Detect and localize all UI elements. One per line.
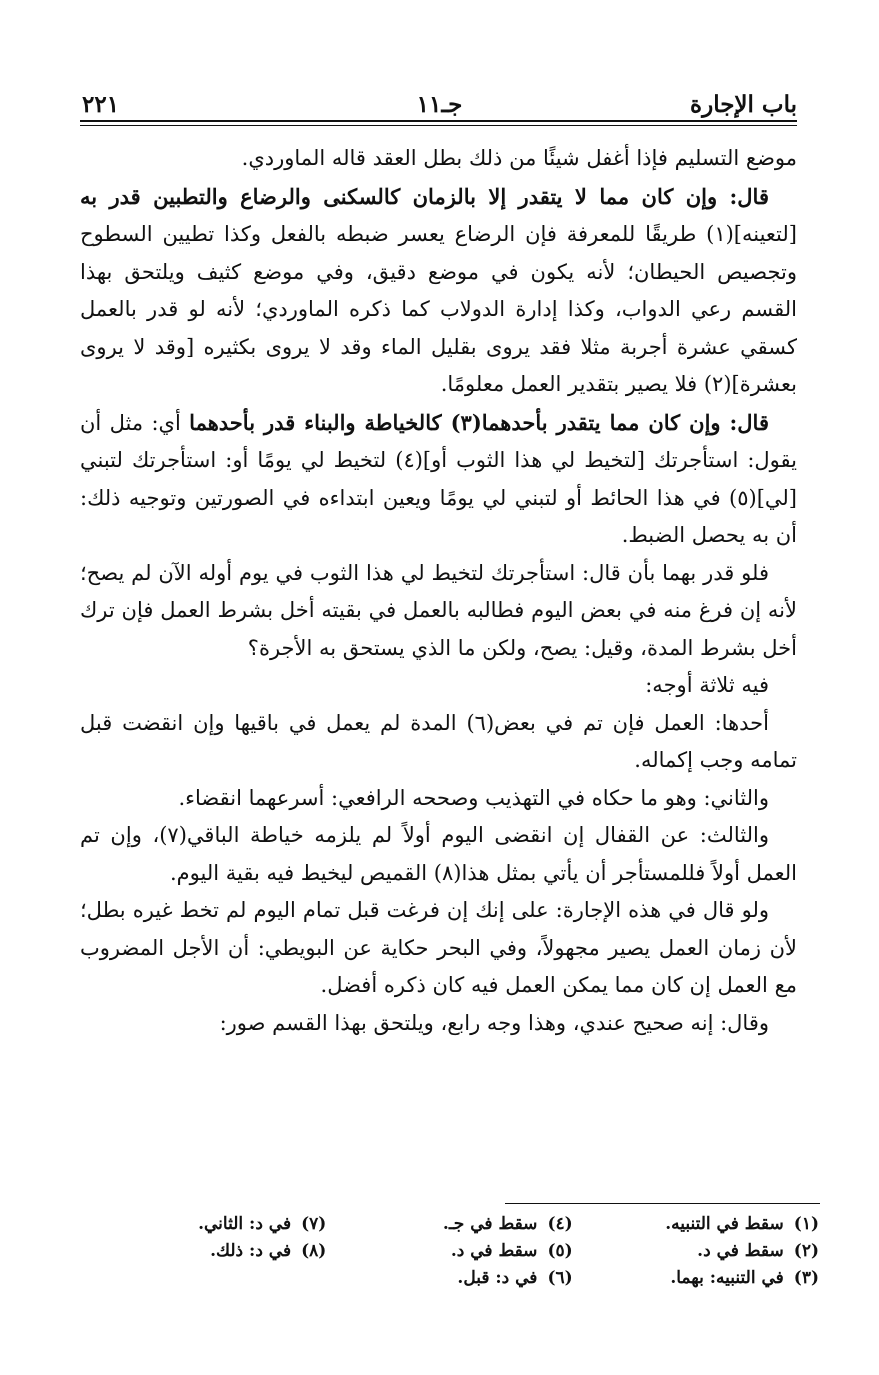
footnote-separator <box>505 1203 820 1204</box>
paragraph: قال: وإن كان مما لا يتقدر إلا بالزمان كالسكنى والرضاع والتطبين قدر به [لتعينه](١) طريقًا للمعرفة فإن الرضاع يعسر ضبطه بالفعل وكذا تطيين السطوح وتجصيص الحيطان؛ لأنه يكون في موضع دقيق، وفي موضع كثيف ويلتحق بهذا القسم رعي الدواب، وكذا إدارة الدولاب كما ذكره الماوردي؛ لأنه لو قدر بالعمل كسقي عشرة أجربة مثلا فقد يروى بقليل الماء وقد لا يروى بكثيره [وقد لا يروى بعشرة](٢) فلا يصير بتقدير العمل معلومًا. <box>80 183 797 396</box>
paragraph: والثاني: وهو ما حكاه في التهذيب وصححه الرافعي: أسرعهما انقضاء. <box>178 785 769 810</box>
paragraph: فلو قدر بهما بأن قال: استأجرتك لتخيط لي هذا الثوب في يوم أوله الآن لم يصح؛ لأنه إن فرغ منه في بعض اليوم فطالبه بالعمل في بقيته أخل بشرط العمل فإن ترك أخل بشرط المدة، وقيل: يصح، ولكن ما الذي يستحق به الأجرة؟ <box>80 560 797 660</box>
page-number: ٢٢١ <box>82 91 120 118</box>
footnote: (٣)في التنبيه: بهما. <box>670 1268 819 1288</box>
footnote: (٦)في د: قبل. <box>457 1268 573 1288</box>
footnote: (٢)سقط في د. <box>697 1241 819 1261</box>
paragraph: أحدها: العمل فإن تم في بعض(٦) المدة لم يعمل في باقيها وإن انقضت قبل تمامه وجب إكماله. <box>80 710 797 772</box>
paragraph: والثالث: عن القفال إن انقضى اليوم أولاً لم يلزمه خياطة الباقي(٧)، وإن تم العمل أولاً فللمستأجر أن يأتي بمثل هذا(٨) القميص ليخيط فيه بقية اليوم. <box>80 823 797 885</box>
quoted-matn: قال: وإن كان مما لا يتقدر إلا بالزمان كالسكنى والرضاع والتطبين قدر به <box>80 183 769 209</box>
volume-number: جـ١١ <box>416 91 463 118</box>
header-rule-thick <box>80 120 797 122</box>
paragraph: قال: وإن كان مما يتقدر بأحدهما(٣) كالخياطة والبناء قدر بأحدهما أي: مثل أن يقول: استأجرتك [لتخيط لي هذا الثوب أو](٤) لتخيط لي يومًا أو: استأجرتك لتبني [لي](٥) في هذا الحائط أو لتبني لي يومًا ويعين ابتداءه في الصورتين وتوجيه ذلك: أن به يحصل الضبط. <box>80 409 797 547</box>
paragraph: وقال: إنه صحيح عندي، وهذا وجه رابع، ويلتحق بهذا القسم صور: <box>219 1010 769 1035</box>
main-text <box>80 140 797 1042</box>
header-rule-thin <box>80 125 797 126</box>
paragraph: ولو قال في هذه الإجارة: على إنك إن فرغت قبل تمام اليوم لم تخط غيره بطل؛ لأن زمان العمل يصير مجهولاً، وفي البحر حكاية عن البويطي: أن الأجل المضروب مع العمل إن كان مما يمكن العمل فيه كان ذكره أفضل. <box>80 898 797 997</box>
chapter-title: باب الإجارة <box>690 91 797 118</box>
footnote: (١)سقط في التنبيه. <box>665 1214 819 1234</box>
paragraph: موضع التسليم فإذا أغفل شيئًا من ذلك بطل العقد قاله الماوردي. <box>241 146 797 170</box>
quoted-matn: قال: وإن كان مما يتقدر بأحدهما(٣) كالخياطة والبناء قدر بأحدهما <box>189 409 769 435</box>
running-header <box>82 78 797 118</box>
footnotes <box>80 1214 819 1295</box>
footnote: (٧)في د: الثاني. <box>198 1214 327 1234</box>
footnote: (٨)في د: ذلك. <box>210 1241 327 1261</box>
footnote: (٤)سقط في جـ. <box>442 1214 573 1234</box>
footnote: (٥)سقط في د. <box>450 1241 573 1261</box>
paragraph: فيه ثلاثة أوجه: <box>645 673 769 697</box>
